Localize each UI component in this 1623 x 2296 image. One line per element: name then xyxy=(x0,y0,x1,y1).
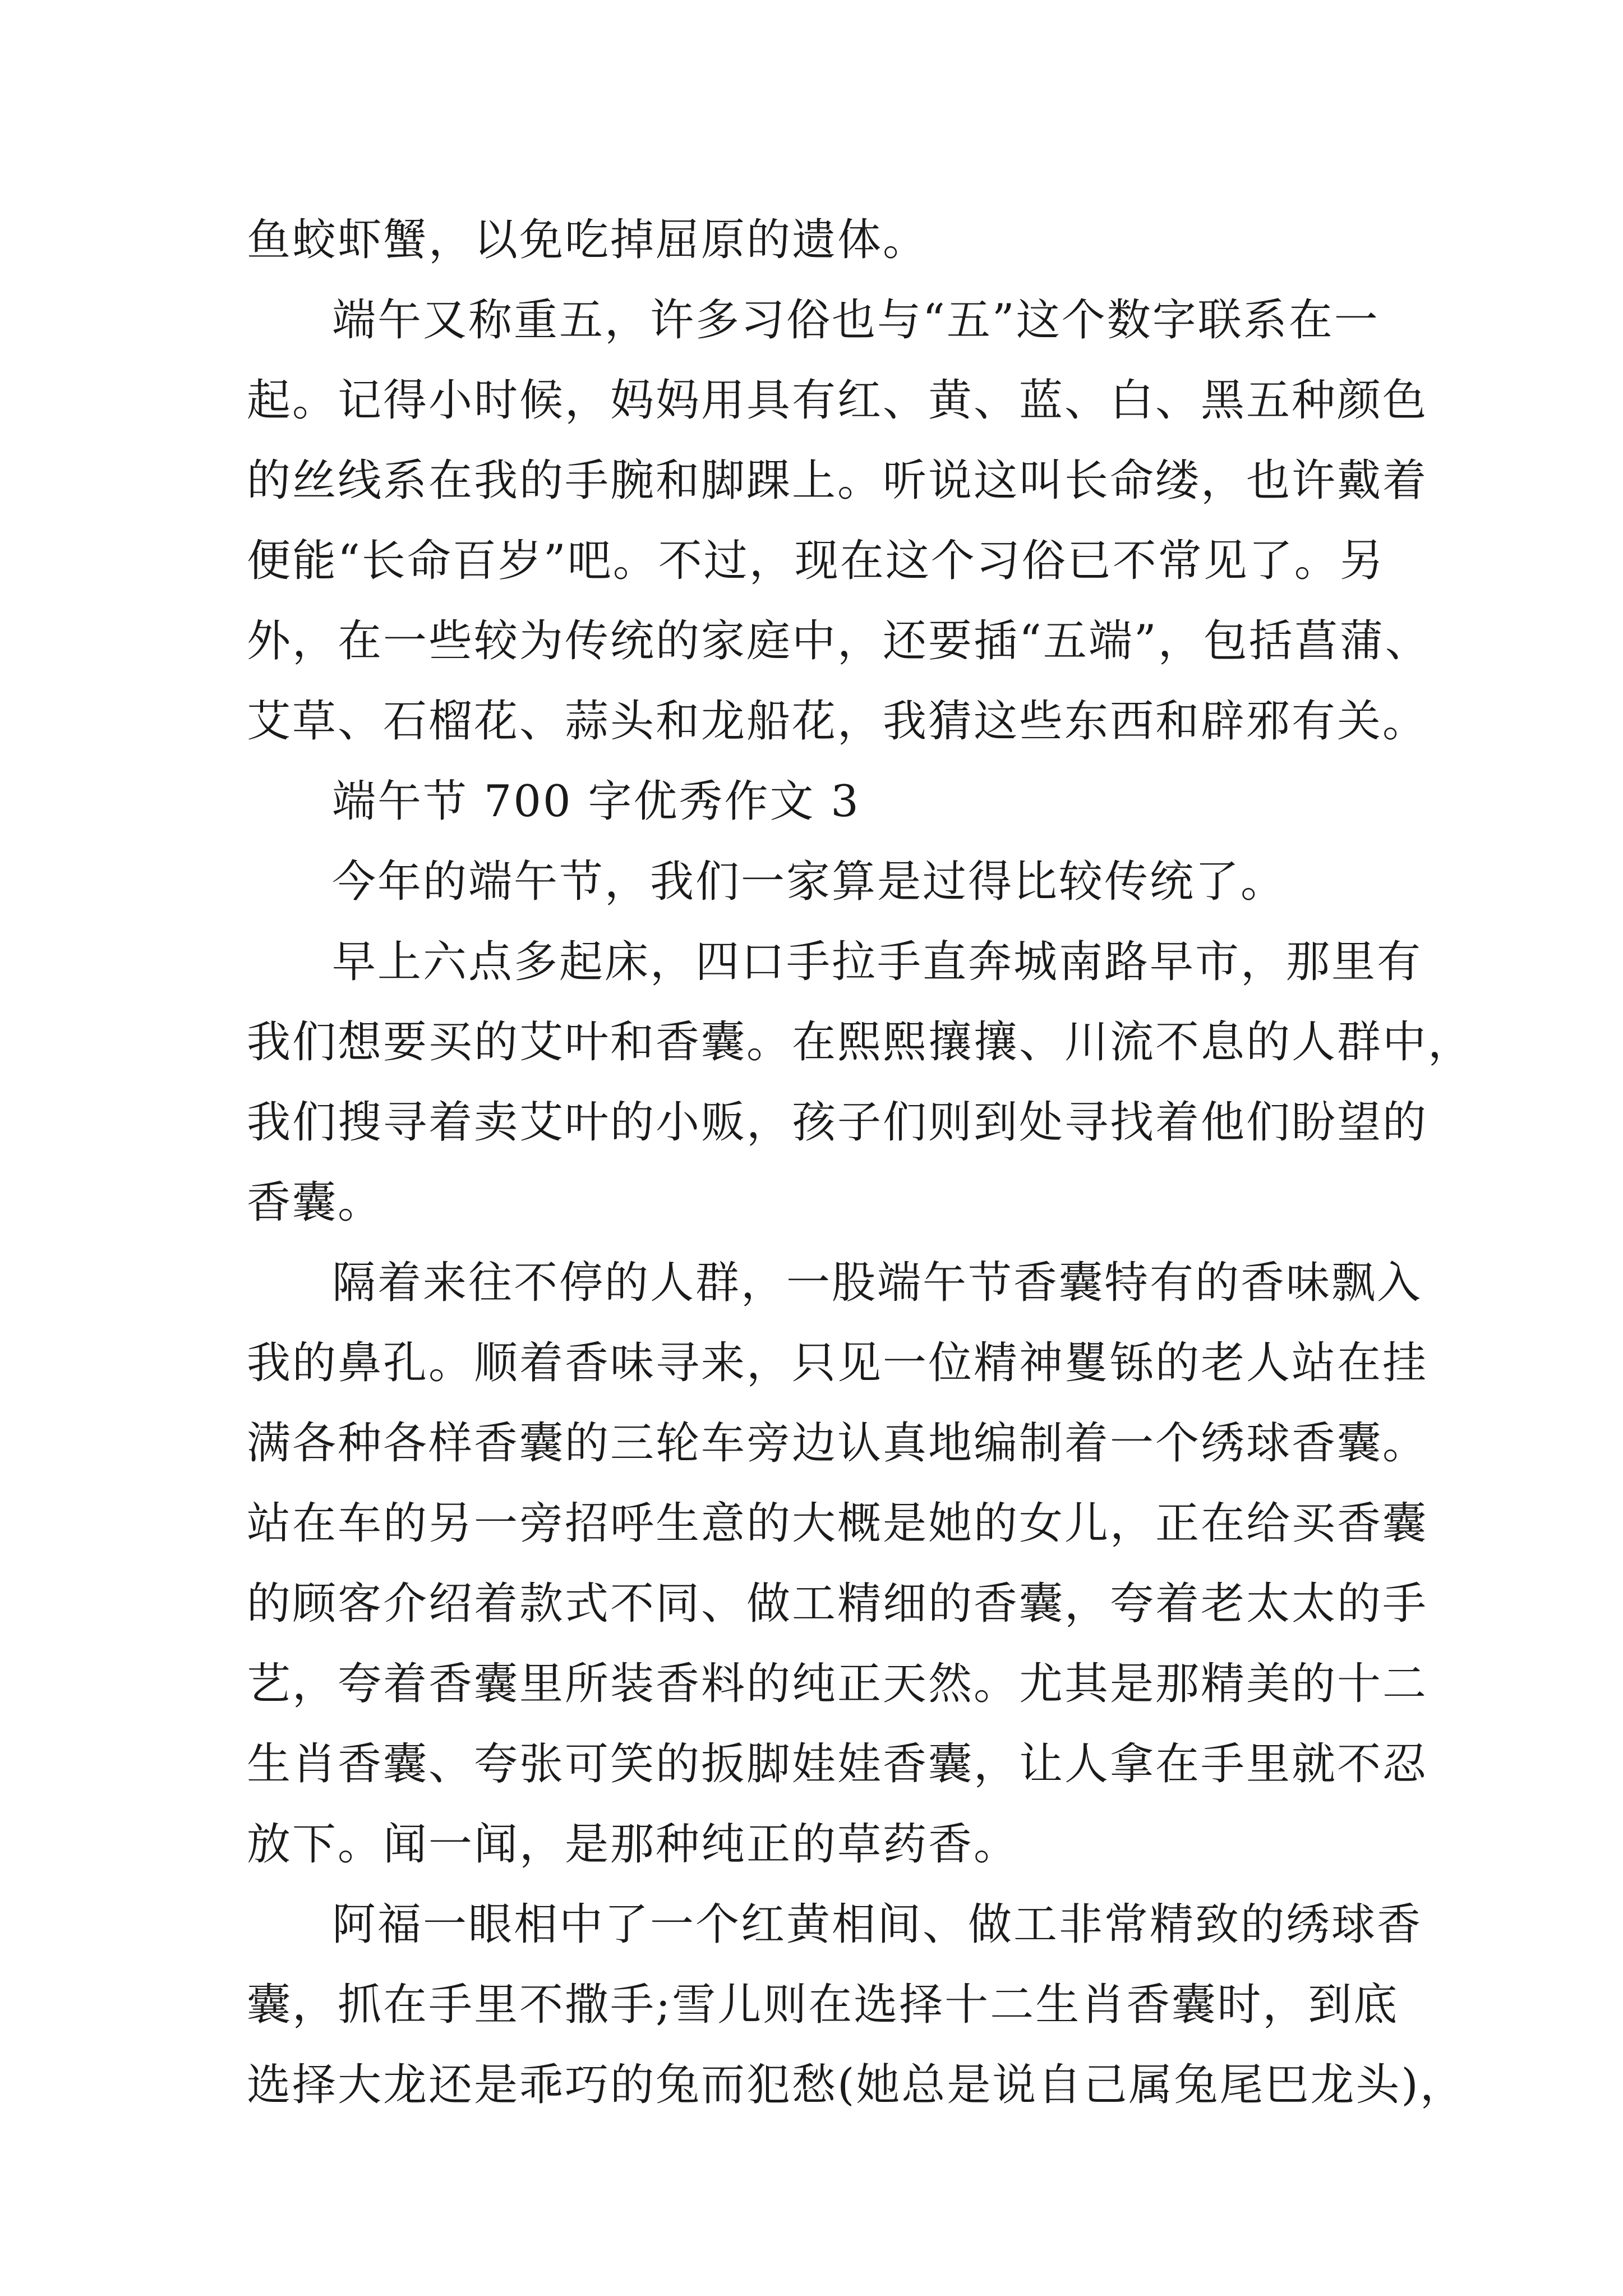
text-line: 早上六点多起床，四口手拉手直奔城南路早市，那里有 xyxy=(332,937,1423,987)
text-line: 我们搜寻着卖艾叶的小贩，孩子们则到处寻找着他们盼望的 xyxy=(247,1097,1428,1148)
text-line: 满各种各样香囊的三轮车旁边认真地编制着一个绣球香囊。 xyxy=(247,1418,1428,1469)
text-line: 我们想要买的艾叶和香囊。在熙熙攘攘、川流不息的人群中， xyxy=(247,1017,1474,1068)
text-line: 艺，夸着香囊里所装香料的纯正天然。尤其是那精美的十二 xyxy=(247,1659,1428,1709)
text-line: 我的鼻孔。顺着香味寻来，只见一位精神矍铄的老人站在挂 xyxy=(247,1338,1428,1388)
text-line: 便能“长命百岁”吧。不过，现在这个习俗已不常见了。另 xyxy=(247,536,1385,586)
text-line: 鱼蛟虾蟹，以免吃掉屈原的遗体。 xyxy=(247,215,929,265)
text-line: 端午又称重五，许多习俗也与“五”这个数字联系在一 xyxy=(332,295,1380,346)
text-line: 的顾客介绍着款式不同、做工精细的香囊，夸着老太太的手 xyxy=(247,1579,1428,1629)
text-line: 外，在一些较为传统的家庭中，还要插“五端”，包括菖蒲、 xyxy=(247,616,1431,666)
text-line: 囊，抓在手里不撒手;雪儿则在选择十二生肖香囊时，到底 xyxy=(247,1980,1399,2030)
text-line: 今年的端午节，我们一家算是过得比较传统了。 xyxy=(332,857,1287,907)
section-heading: 端午节 700 字优秀作文 3 xyxy=(332,776,860,827)
text-line: 的丝线系在我的手腕和脚踝上。听说这叫长命缕，也许戴着 xyxy=(247,455,1428,506)
text-line: 香囊。 xyxy=(247,1177,384,1228)
text-line: 放下。闻一闻，是那种纯正的草药香。 xyxy=(247,1819,1020,1870)
text-line: 起。记得小时候，妈妈用具有红、黄、蓝、白、黑五种颜色 xyxy=(247,375,1428,426)
text-line: 艾草、石榴花、蒜头和龙船花，我猜这些东西和辟邪有关。 xyxy=(247,696,1428,747)
text-line: 隔着来往不停的人群，一股端午节香囊特有的香味飘入 xyxy=(332,1258,1423,1308)
text-line: 站在车的另一旁招呼生意的大概是她的女儿，正在给买香囊 xyxy=(247,1498,1428,1549)
text-line: 选择大龙还是乖巧的兔而犯愁(她总是说自己属兔尾巴龙头)， xyxy=(247,2060,1465,2110)
text-line: 生肖香囊、夸张可笑的扳脚娃娃香囊，让人拿在手里就不忍 xyxy=(247,1739,1428,1789)
text-line: 阿福一眼相中了一个红黄相间、做工非常精致的绣球香 xyxy=(332,1899,1423,1950)
